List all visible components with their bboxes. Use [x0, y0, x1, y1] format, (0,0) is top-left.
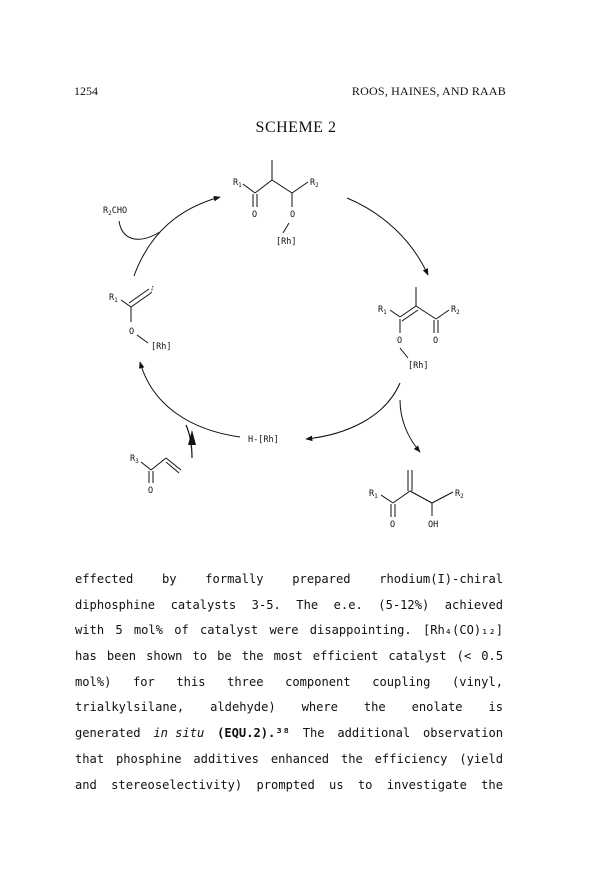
- top-r2-label: $R_2$: [310, 178, 319, 189]
- body-line-3: with 5 mol% of catalyst were disappointing. [Rh₄(CO)₁₂]: [75, 623, 504, 638]
- body-line-7: generated in situ (EQU.2).³⁸ The additional observation: [75, 721, 503, 747]
- top-carbonyl-oxygen: O: [252, 210, 258, 220]
- body-line-2: diphosphine catalysts 3-5. The e.e. (5-12%) achieved: [75, 597, 504, 612]
- right-structure: [378, 287, 460, 371]
- body-paragraph: [75, 567, 503, 798]
- right-r1-label: $R_1$: [378, 305, 387, 316]
- product-carbonyl-oxygen: O: [390, 520, 396, 530]
- body-line-1: effected by formally prepared rhodium(I)-chiral: [75, 572, 504, 586]
- top-r1-label: $R_1$: [233, 178, 242, 189]
- page-header: [74, 84, 506, 100]
- right-rh-label: [Rh]: [408, 361, 429, 371]
- arrow-left-to-top: [134, 197, 220, 276]
- left-structure: [109, 286, 171, 352]
- scheme-title: SCHEME 2: [255, 119, 337, 136]
- arrow-right-to-hydride: [306, 383, 400, 439]
- aldehyde-label: $R_2CHO$: [103, 206, 128, 217]
- left-rh-label: [Rh]: [151, 342, 172, 352]
- reaction-scheme: [0, 140, 592, 545]
- body-line-6: trialkylsilane, aldehyde) where the enolate is: [75, 700, 504, 715]
- product-hydroxyl: OH: [428, 520, 439, 530]
- body-line-8: that phosphine additives enhanced the efficiency (yield: [75, 751, 504, 766]
- page-number: 1254: [74, 84, 98, 98]
- vinyl-r3-label: $R_3$: [130, 454, 139, 465]
- top-structure: [233, 160, 319, 247]
- vinyl-ketone: [130, 454, 181, 496]
- right-enolate-oxygen: O: [397, 336, 403, 346]
- arrow-hydride-to-left: [140, 362, 240, 437]
- vinyl-carbonyl-oxygen: O: [148, 486, 154, 496]
- product-r2-label: $R_2$: [455, 489, 464, 500]
- body-line-5: mol%) for this three component coupling (vinyl,: [75, 674, 503, 689]
- right-carbonyl-oxygen: O: [433, 336, 439, 346]
- arrow-aldehyde-in: [119, 221, 160, 239]
- product-r1-label: $R_1$: [369, 489, 378, 500]
- right-r2-label: $R_2$: [451, 305, 460, 316]
- arrow-product-out: [400, 400, 420, 452]
- body-line-9: and stereoselectivity) prompted us to investigate the: [75, 777, 503, 792]
- body-line-4: has been shown to be the most efficient catalyst (< 0.5: [75, 649, 504, 664]
- left-r1-label: $R_1$: [109, 293, 118, 304]
- top-ether-oxygen: O: [290, 210, 296, 220]
- arrow-top-to-right: [347, 198, 428, 275]
- left-enolate-oxygen: O: [129, 327, 135, 337]
- product-structure: [369, 470, 464, 530]
- top-rh-label: [Rh]: [276, 237, 297, 247]
- equation-reference: (EQU.2).³⁸: [217, 726, 290, 741]
- in-situ-italic: in situ: [153, 726, 205, 741]
- hydride-label: H-[Rh]: [248, 435, 279, 445]
- running-head: ROOS, HAINES, AND RAAB: [351, 84, 506, 98]
